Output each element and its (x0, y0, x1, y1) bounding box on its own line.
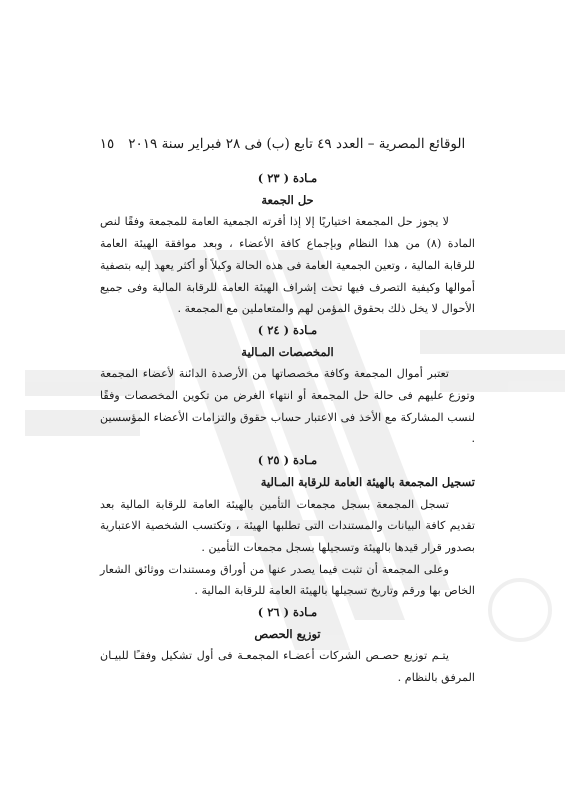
article-heading: مـادة ( ٢٣ ) (257, 171, 318, 185)
article-26 (100, 602, 475, 689)
running-header (0, 136, 565, 152)
running-header-title: الوقائع المصرية – العدد ٤٩ تابع (ب) فى ٢٨ فبراير سنة ٢٠١٩ (128, 136, 466, 152)
paragraph: لا يجوز حل المجمعة اختياريًا إلا إذا أقرته الجمعية العامة للمجمعة وفقًا لنص المادة (٨) من هذا النظام وبإجماع كافة الأعضاء ، وبعد موافقة الهيئة العامة للرقابة المالية ، وتعين الجمعية العامة فى هذه الحالة وكيلاً أو أكثر يعهد إليه بتصفية أموالها وكيفية التصرف فيها تحت إشراف الهيئة العامة للرقابة المالية وفى جميع الأحوال لا يخل ذلك بحقوق المؤمن لهم والمتعاملين مع المجمعة . (100, 215, 475, 316)
article-25 (100, 450, 475, 602)
paragraph: تعتبر أموال المجمعة وكافة مخصصاتها من الأرصدة الدائنة لأعضاء المجمعة وتوزع عليهم فى حالة حل المجمعة أو انتهاء الغرض من تكوين المخصصات وفقًا لنسب المشاركة مع الأخذ فى الاعتبار حساب حقوق والتزامات الأعضاء المؤسسين . (100, 367, 475, 446)
article-title: المخصصات المـالية (241, 344, 334, 359)
article-title: حل الجمعة (261, 192, 314, 207)
article-heading: مـادة ( ٢٥ ) (257, 453, 318, 468)
article-heading: مـادة ( ٢٦ ) (257, 605, 318, 620)
article-24 (100, 320, 475, 450)
article-title: توزيع الحصص (254, 626, 321, 641)
article-23 (100, 168, 475, 320)
paragraph: تسجل المجمعة بسجل مجمعات التأمين بالهيئة العامة للرقابة المالية بعد تقديم كافة البيانات والمستندات التى تطلبها الهيئة ، وتكتسب الشخصية الاعتبارية بصدور قرار قيدها بالهيئة وتسجيلها بسجل مجمعات التأمين . (100, 497, 475, 554)
article-title: تسجيل المجمعة بالهيئة العامة للرقابة المـالية (260, 474, 475, 489)
document-body (100, 168, 475, 689)
paragraph: يتـم توزيع حصـص الشركات أعضـاء المجمعـة فى أول تشكيل وفقـًا للبيـان المرفق بالنظام . (100, 649, 475, 685)
paragraph: وعلى المجمعة أن تثبت فيما يصدر عنها من أوراق ومستندات ووثائق الشعار الخاص بها ورقم وتاريخ تسجيلها بالهيئة العامة للرقابة المالية . (100, 562, 475, 598)
article-heading: مـادة ( ٢٤ ) (257, 322, 318, 337)
page-number: ١٥ (99, 136, 115, 152)
